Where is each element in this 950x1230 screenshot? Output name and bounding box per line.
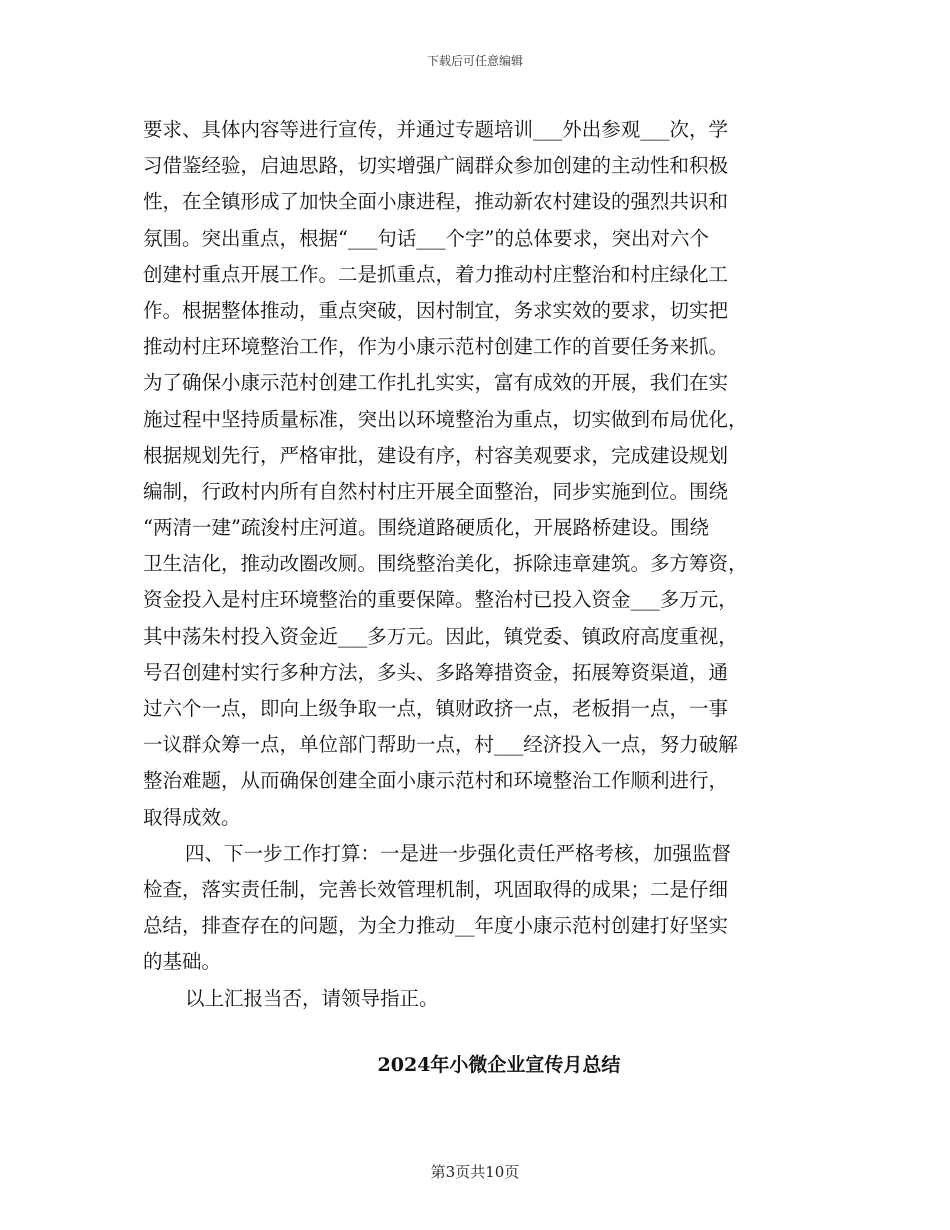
text-line: 资金投入是村庄环境整治的重要保障。整治村已投入资金___多万元， <box>143 588 738 612</box>
text-line: 的基础。 <box>143 950 222 974</box>
section-title: 2024年小微企业宣传月总结 <box>377 1054 621 1076</box>
text-line: 其中荡朱村投入资金近___多万元。因此，镇党委、镇政府高度重视， <box>143 624 738 648</box>
text-line: 整治难题，从而确保创建全面小康示范村和环境整治工作顺利进行， <box>143 769 729 793</box>
text-line: 性，在全镇形成了加快全面小康进程，推动新农村建设的强烈共识和 <box>143 190 729 214</box>
text-line: 号召创建村实行多种方法，多头、多路筹措资金，拓展筹资渠道，通 <box>143 660 729 684</box>
text-line: 一议群众筹一点，单位部门帮助一点，村___经济投入一点，努力破解 <box>143 733 738 757</box>
document-body <box>143 112 808 1017</box>
text-line: “两清一建”疏浚村庄河道。围绕道路硬质化，开展路桥建设。围绕 <box>143 516 709 540</box>
text-line: 卫生洁化，推动改圈改厕。围绕整治美化，拆除违章建筑。多方筹资， <box>143 552 748 576</box>
text-line: 习借鉴经验，启迪思路，切实增强广阔群众参加创建的主动性和积极 <box>143 154 729 178</box>
text-line: 要求、具体内容等进行宣传，并通过专题培训___外出参观___次，学 <box>143 118 729 141</box>
text-line: 推动村庄环境整治工作，作为小康示范村创建工作的首要任务来抓。 <box>143 335 729 359</box>
text-line: 氛围。突出重点，根据“___句话___个字”的总体要求，突出对六个 <box>143 226 709 250</box>
text-line: 以上汇报当否，请领导指正。 <box>185 986 439 1010</box>
page-header-note: 下载后可任意编辑 <box>426 54 523 68</box>
text-line: 取得成效。 <box>143 805 241 829</box>
text-line: 施过程中坚持质量标准，突出以环境整治为重点，切实做到布局优化， <box>143 407 748 431</box>
page-footer: 第3页共10页 <box>430 1163 520 1181</box>
text-line: 总结，排查存在的问题，为全力推动__年度小康示范村创建打好坚实 <box>143 914 729 938</box>
text-line: 根据规划先行，严格审批，建设有序，村容美观要求，完成建设规划 <box>143 443 729 467</box>
text-line: 创建村重点开展工作。二是抓重点，着力推动村庄整治和村庄绿化工 <box>143 262 729 286</box>
text-line: 作。根据整体推动，重点突破，因村制宜，务求实效的要求，切实把 <box>143 298 729 322</box>
text-line: 为了确保小康示范村创建工作扎扎实实，富有成效的开展，我们在实 <box>143 371 729 395</box>
text-line: 检查，落实责任制，完善长效管理机制，巩固取得的成果；二是仔细 <box>143 877 729 901</box>
text-line: 四、下一步工作打算：一是进一步强化责任严格考核，加强监督 <box>185 841 732 865</box>
text-line: 过六个一点，即向上级争取一点，镇财政挤一点，老板捐一点，一事 <box>143 697 729 720</box>
text-line: 编制，行政村内所有自然村村庄开展全面整治，同步实施到位。围绕 <box>143 479 729 503</box>
